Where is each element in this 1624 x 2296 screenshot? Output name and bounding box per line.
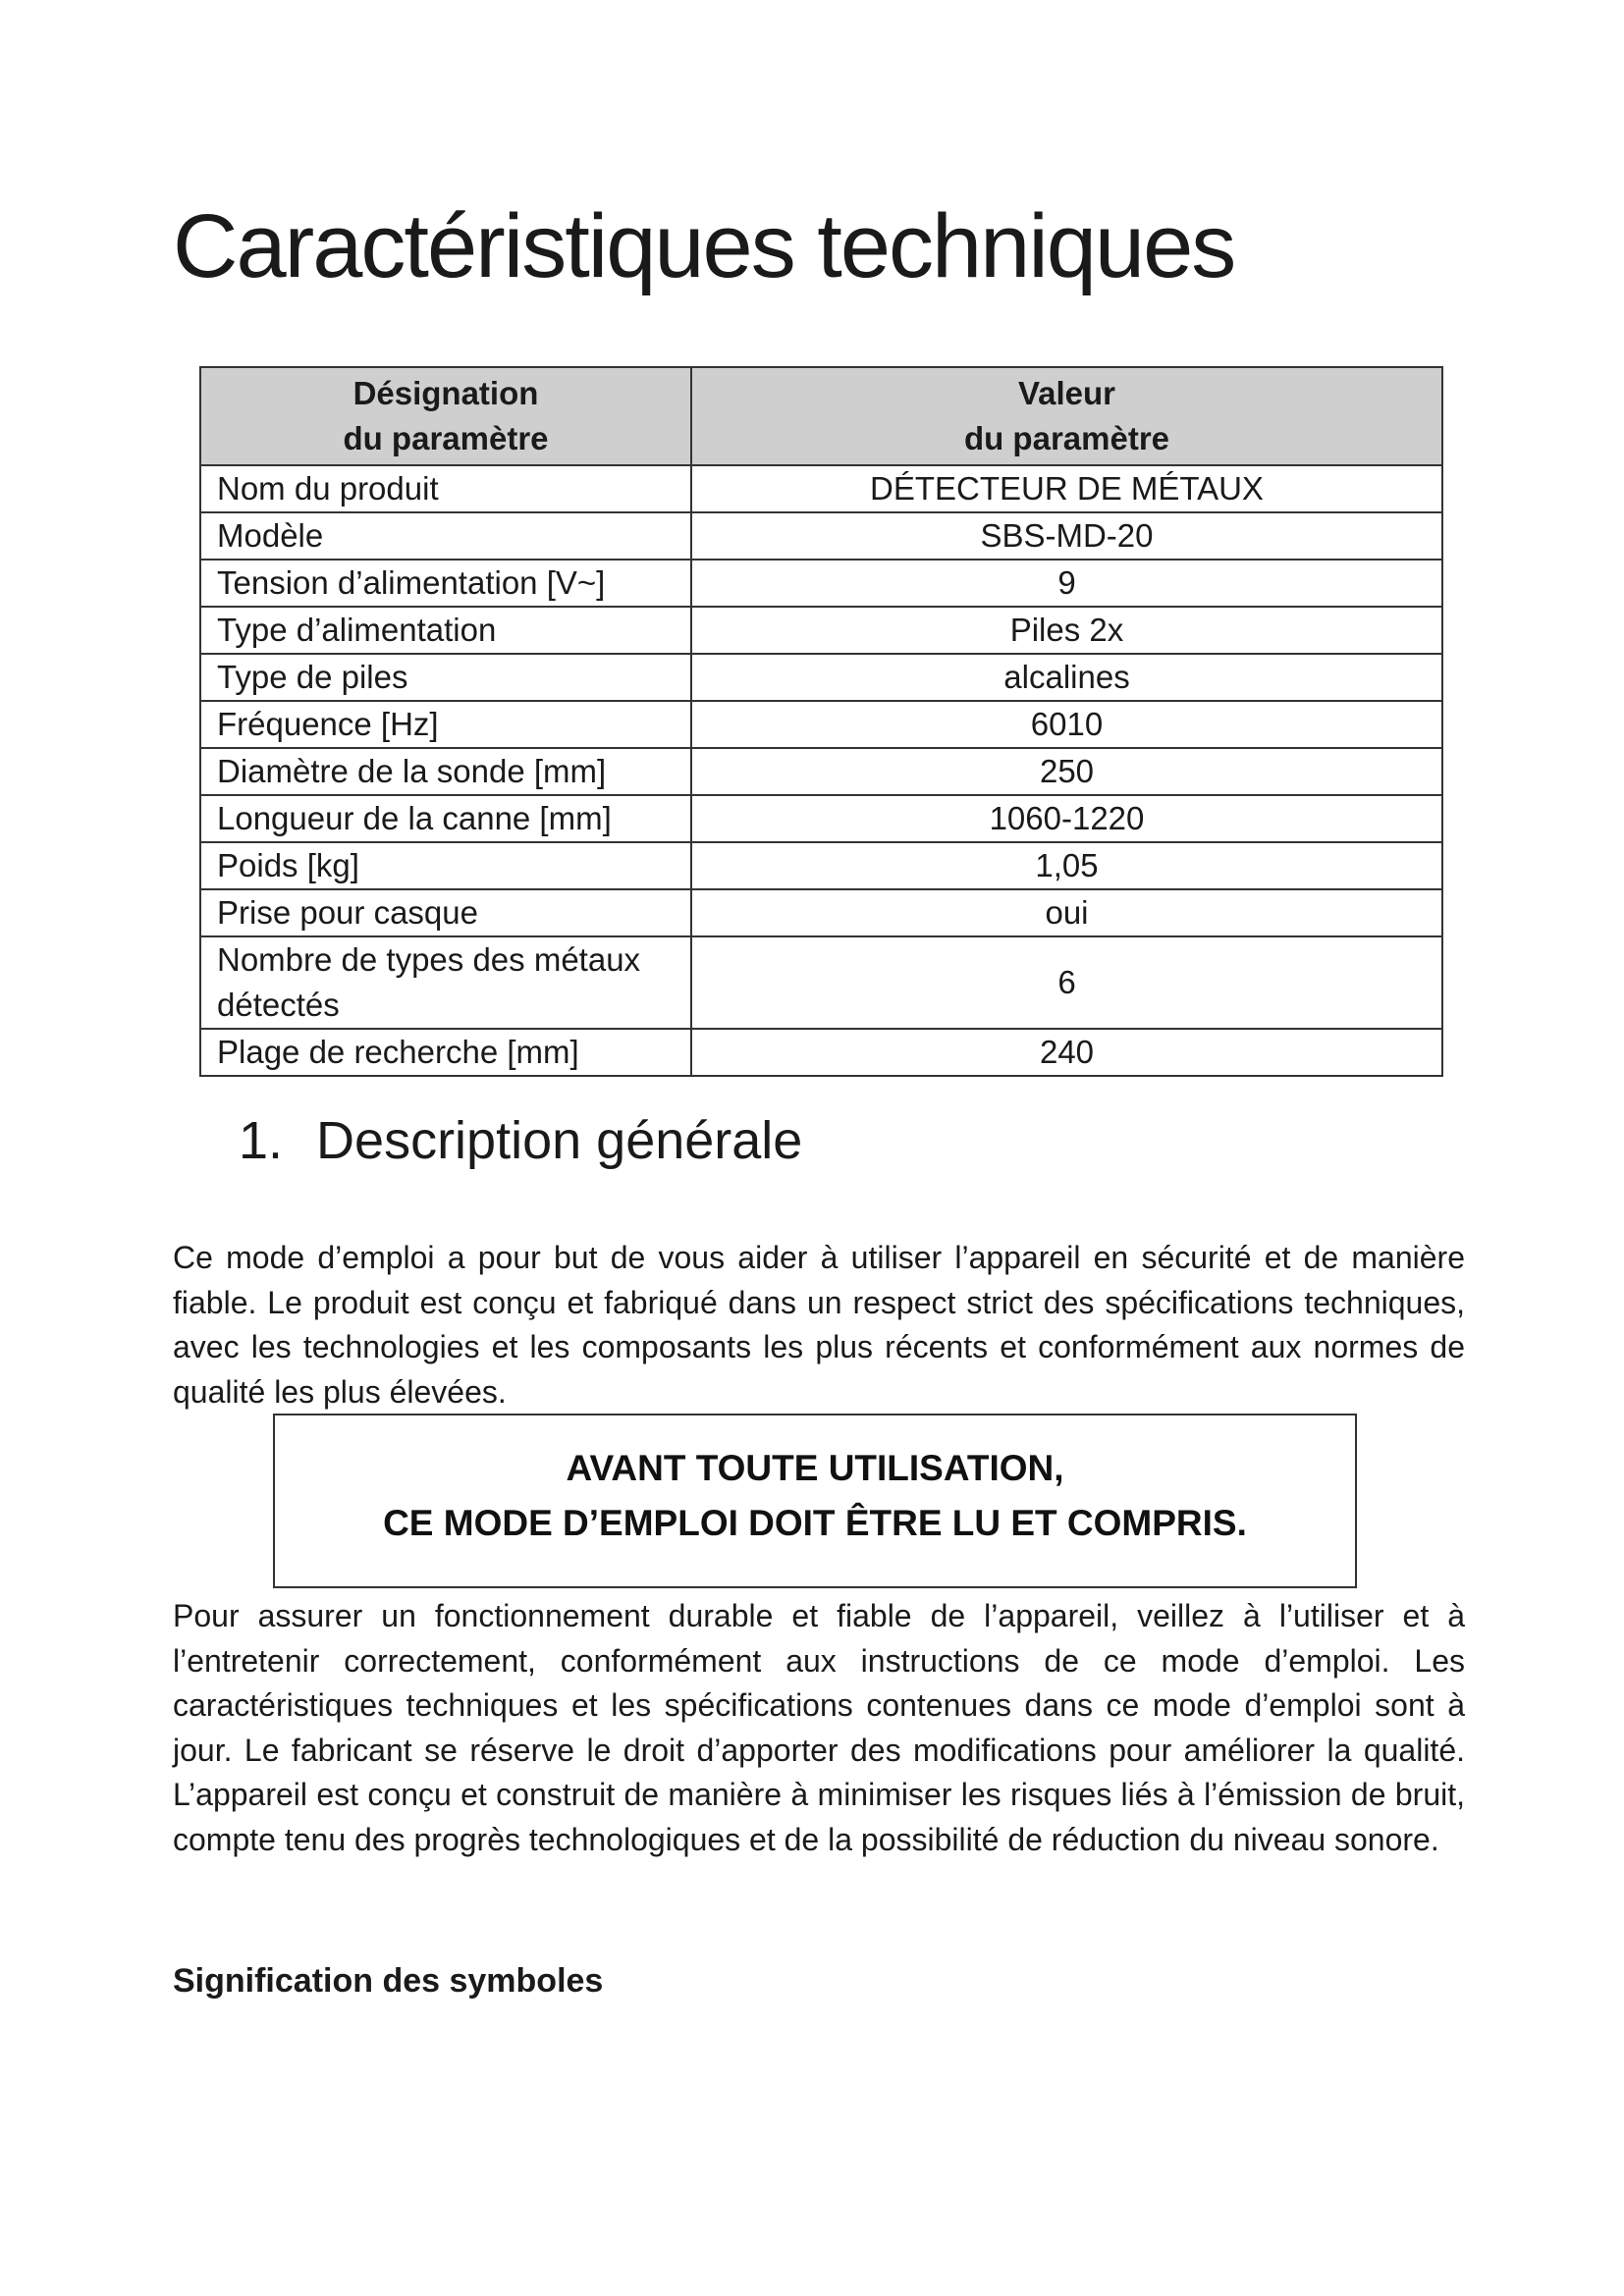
parameter-value-cell: 6010	[691, 701, 1442, 748]
parameter-value-cell: 240	[691, 1029, 1442, 1076]
parameter-value-cell: 1,05	[691, 842, 1442, 889]
parameter-name-cell: Tension d’alimentation [V~]	[200, 560, 691, 607]
parameter-value-cell: DÉTECTEUR DE MÉTAUX	[691, 465, 1442, 512]
table-row	[200, 1029, 1442, 1076]
intro-paragraph: Ce mode d’emploi a pour but de vous aider à utiliser l’appareil en sécurité et de manière fiable. Le produit est conçu et fabriqué dans un respect strict des spécifications techniques, avec les technologies et les composants les plus récents et conformément aux normes de qualité les plus élevées.	[173, 1240, 1465, 1410]
parameter-value-cell: 1060-1220	[691, 795, 1442, 842]
table-row	[200, 560, 1442, 607]
page-title: Caractéristiques techniques	[173, 196, 1235, 296]
warning-notice-box	[273, 1414, 1357, 1588]
parameter-name-cell: Poids [kg]	[200, 842, 691, 889]
table-row	[200, 512, 1442, 560]
table-row	[200, 795, 1442, 842]
parameter-value-cell: Piles 2x	[691, 607, 1442, 654]
header-parameter-value-line2: du paramètre	[963, 420, 1170, 456]
parameter-name-cell: Longueur de la canne [mm]	[200, 795, 691, 842]
header-parameter-value-line1: Valeur	[1017, 375, 1116, 411]
parameter-name-cell: Type de piles	[200, 654, 691, 701]
table-row	[200, 654, 1442, 701]
maintenance-paragraph: Pour assurer un fonctionnement durable et fiable de l’appareil, veillez à l’utiliser et à l’entretenir correctement, conformément aux instructions de ce mode d’emploi. Les caractéristiques techniques et les spécifications contenues dans ce mode d’emploi sont à jour. Le fabricant se réserve le droit d’apporter des modifications pour améliorer la qualité. L’appareil est conçu et construit de manière à minimiser les risques liés à l’émission de bruit, compte tenu des progrès technologiques et de la possibilité de réduction du niveau sonore.	[173, 1598, 1465, 1857]
parameter-value-cell: 6	[691, 936, 1442, 1029]
parameter-name-cell: Nombre de types des métaux détectés	[200, 936, 691, 1029]
table-row	[200, 936, 1442, 1029]
table-row	[200, 842, 1442, 889]
table-header-row	[200, 367, 1442, 465]
parameter-name-cell: Type d’alimentation	[200, 607, 691, 654]
table-row	[200, 607, 1442, 654]
section-number: 1.	[239, 1111, 284, 1170]
warning-line-1: AVANT TOUTE UTILISATION,	[566, 1448, 1064, 1488]
table-row	[200, 748, 1442, 795]
table-row	[200, 701, 1442, 748]
parameter-name-cell: Prise pour casque	[200, 889, 691, 936]
table-row	[200, 889, 1442, 936]
parameter-value-cell: alcalines	[691, 654, 1442, 701]
parameter-name-cell: Nom du produit	[200, 465, 691, 512]
table-row	[200, 465, 1442, 512]
section-title: Description générale	[316, 1111, 803, 1170]
header-parameter-name-line1: Désignation	[352, 375, 539, 411]
header-parameter-value	[691, 367, 1442, 465]
parameter-name-cell: Diamètre de la sonde [mm]	[200, 748, 691, 795]
parameter-value-cell: oui	[691, 889, 1442, 936]
symbols-subheading: Signification des symboles	[173, 1962, 604, 2000]
parameter-value-cell: 9	[691, 560, 1442, 607]
header-parameter-name-line2: du paramètre	[343, 420, 549, 456]
technical-specifications-table	[199, 366, 1443, 1077]
parameter-name-cell: Modèle	[200, 512, 691, 560]
warning-line-2: CE MODE D’EMPLOI DOIT ÊTRE LU ET COMPRIS.	[383, 1503, 1247, 1543]
parameter-value-cell: SBS-MD-20	[691, 512, 1442, 560]
parameter-name-cell: Plage de recherche [mm]	[200, 1029, 691, 1076]
parameter-name-cell: Fréquence [Hz]	[200, 701, 691, 748]
parameter-value-cell: 250	[691, 748, 1442, 795]
header-parameter-name	[200, 367, 691, 465]
section-heading	[239, 1112, 802, 1170]
